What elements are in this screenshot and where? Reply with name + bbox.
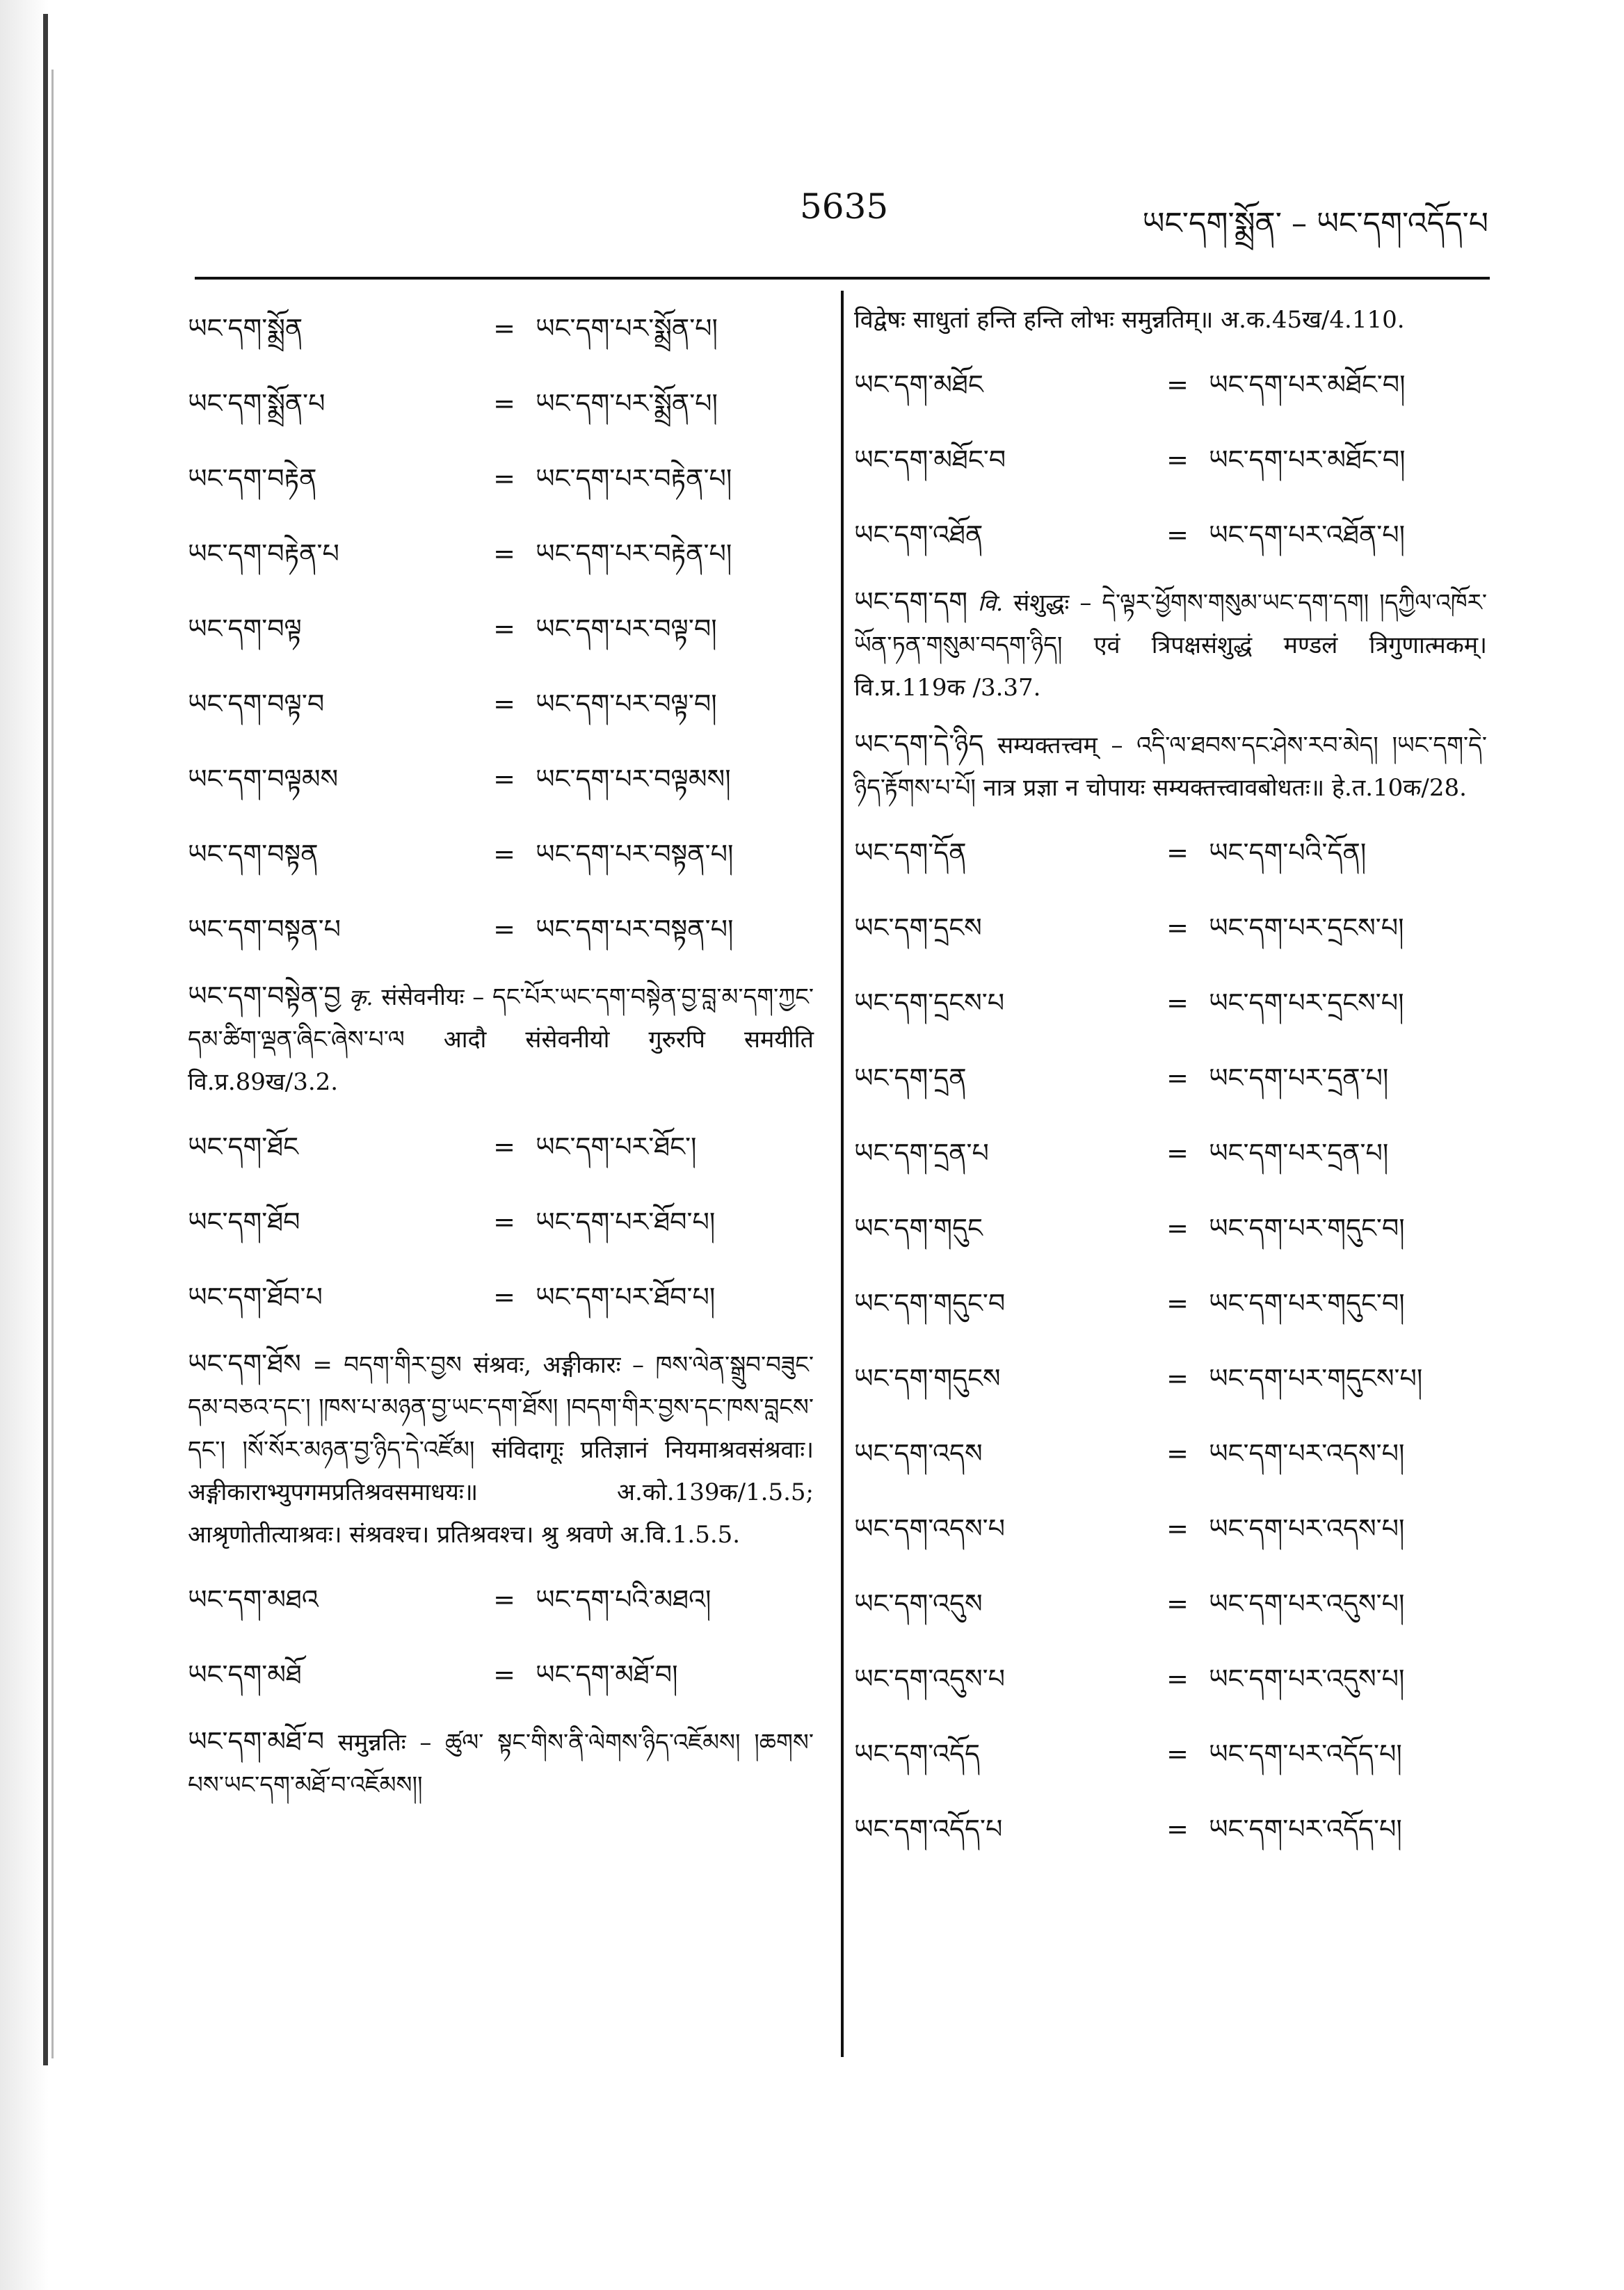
equals-sign: =: [1166, 1438, 1189, 1469]
equals-sign: =: [1166, 1663, 1189, 1694]
entry-headword: ཡང་དག་ཐོང: [188, 1131, 299, 1162]
cross-reference-target: ཡང་དག་པར་ཐོབ་པ།: [536, 1207, 716, 1237]
cross-reference-target: ཡང་དག་པར་འདུས་པ།: [1209, 1663, 1405, 1694]
page-number: 5635: [800, 186, 889, 227]
scan-binding-edge: [43, 14, 48, 2065]
column-divider: [841, 291, 844, 2057]
right-column: [854, 299, 1487, 1875]
cross-reference-target: ཡང་དག་པར་བལྟ་བ།: [536, 688, 717, 719]
equals-sign: =: [1166, 1213, 1189, 1243]
entry-headword: ཡང་དག་བལྟ་བ: [188, 688, 325, 719]
cross-reference-target: ཡང་དག་པར་སྨྲོན་པ།: [536, 388, 718, 419]
equals-sign: =: [493, 688, 515, 719]
entry-headword: ཡང་དག་དག: [854, 586, 967, 617]
cross-reference-target: ཡང་དག་པར་འདས་པ།: [1209, 1438, 1405, 1469]
cross-reference-row: [854, 1274, 1487, 1349]
equals-sign: =: [493, 764, 515, 794]
cross-reference-target: ཡང་དག་པར་འཐོན་པ།: [1209, 519, 1406, 550]
entry-denyid: [854, 723, 1487, 809]
equals-sign: =: [1166, 1063, 1189, 1093]
cross-reference-row: [854, 974, 1487, 1049]
cross-reference-row: [188, 1268, 814, 1343]
cross-reference-row: [188, 825, 814, 900]
cross-reference-row: [854, 1800, 1487, 1875]
equals-sign: =: [493, 313, 515, 344]
cross-reference-row: [854, 898, 1487, 974]
equals-sign: =: [1166, 1288, 1189, 1319]
equals-sign: =: [1166, 444, 1189, 475]
cross-reference-row: [188, 1193, 814, 1268]
entry-bsten-bya: [188, 975, 814, 1104]
cross-reference-target: ཡང་དག་མཐོ་བ།: [536, 1659, 678, 1690]
entry-headword: ཡང་དག་བསྟེན་བྱ: [188, 981, 341, 1011]
entry-headword: ཡང་དག་གདུང་བ: [854, 1288, 1006, 1319]
entry-headword: ཡང་དག་འདས་པ: [854, 1513, 1005, 1544]
entry-headword: ཡང་དག་དྲན: [854, 1063, 967, 1093]
cross-reference-target: ཡང་དག་པར་མཐོང་བ།: [1209, 369, 1406, 400]
cross-reference-row: [854, 1725, 1487, 1800]
running-head: ཡང་དག་སྨྲོན་ – ཡང་དག་འདོད་པ: [1142, 206, 1488, 241]
equals-sign: =: [493, 1131, 515, 1162]
entry-headword: ཡང་དག་བལྟ: [188, 613, 302, 644]
cross-reference-row: [854, 1574, 1487, 1650]
entry-headword: ཡང་དག་བསྟན་པ: [188, 914, 341, 944]
cross-reference-target: ཡང་དག་པར་མཐོང་བ།: [1209, 444, 1406, 475]
entry-definition: समुन्नतिः – ཚུལ་ སྟང་གིས་ནི་ལེགས་ཉིད་འཇོམས། །ཆགས་པས་ཡང་དག་མཐོ་བ་འཇོམས།།: [188, 1729, 814, 1799]
equals-sign: =: [493, 1282, 515, 1312]
equals-sign: =: [1166, 1138, 1189, 1168]
cross-reference-target: ཡང་དག་པར་ཐོབ་པ།: [536, 1282, 716, 1312]
entry-definition: सम्यक्तत्त्वम् – འདི་ལ་ཐབས་དང་ཤེས་རབ་མེད། །ཡང་དག་དེ་ཉིད་རྟོགས་པ་པོ། नात्र प्रज्ञा न चोपायः सम्यक्तत्त्वावबोधतः॥ हे.त.10क/28.: [854, 732, 1487, 802]
cross-reference-target: ཡང་དག་པར་བསྟན་པ།: [536, 914, 734, 944]
entry-headword: ཡང་དག་དྲངས་པ: [854, 987, 1005, 1018]
entry-headword: ཡང་དག་གདུང: [854, 1213, 983, 1243]
cross-reference-row: [854, 355, 1487, 430]
equals-sign: =: [493, 914, 515, 944]
entry-definition: संशुद्धः – དེ་ལྟར་ཕྱོགས་གསུམ་ཡང་དག་དག། །དཀྱིལ་འཁོར་ཡོན་ཏན་གསུམ་བདག་ཉིད། एवं त्रिपक्षसंशुद्धं मण्डलं त्रिगुणात्मकम्। वि.प्र.119क /3.37.: [854, 589, 1487, 702]
entry-mtho-ba: [188, 1720, 814, 1807]
entry-headword: ཡང་དག་ཐོབ: [188, 1207, 300, 1237]
entry-headword: ཡང་དག་འདོད་པ: [854, 1814, 1003, 1844]
entry-headword: ཡང་དག་དྲན་པ: [854, 1138, 989, 1168]
grammar-label: कृ.: [348, 984, 373, 1010]
cross-reference-target: ཡང་དག་པར་བལྟ་བ།: [536, 613, 717, 644]
entry-headword: ཡང་དག་དྲངས: [854, 912, 982, 943]
cross-reference-row: [188, 900, 814, 975]
cross-reference-row: [854, 1049, 1487, 1124]
entry-continuation: विद्वेषः साधुतां हन्ति हन्ति लोभः समुन्नतिम्॥ अ.क.45ख/4.110.: [854, 306, 1405, 334]
cross-reference-target: ཡང་དག་པར་བསྟན་པ།: [536, 839, 734, 869]
entry-headword: ཡང་དག་མཐོང: [854, 369, 983, 400]
entry-headword: ཡང་དག་འདས: [854, 1438, 983, 1469]
cross-reference-target: ཡང་དག་པའི་དོན།: [1209, 837, 1367, 868]
cross-reference-target: ཡང་དག་པར་གདུངས་པ།: [1209, 1363, 1423, 1394]
equals-sign: =: [1166, 1739, 1189, 1769]
cross-reference-target: ཡང་དག་པར་དྲན་པ།: [1209, 1063, 1389, 1093]
cross-reference-row: [854, 1199, 1487, 1274]
cross-reference-row: [188, 299, 814, 374]
entry-headword: ཡང་དག་ཐོབ་པ: [188, 1282, 323, 1312]
equals-sign: =: [1166, 1814, 1189, 1844]
cross-reference-row: [854, 1124, 1487, 1199]
entry-headword: ཡང་དག་དོན: [854, 837, 967, 868]
equals-sign: =: [1166, 1588, 1189, 1619]
equals-sign: =: [493, 613, 515, 644]
entry-headword: ཡང་དག་བརྟེན་པ: [188, 538, 339, 569]
cross-reference-target: ཡང་དག་པར་འདོད་པ།: [1209, 1814, 1402, 1844]
cross-reference-row: [188, 599, 814, 675]
entry-dag: [854, 581, 1487, 709]
cross-reference-row: [188, 374, 814, 449]
entry-definition: संसेवनीयः – དང་པོར་ཡང་དག་བསྟེན་བྱ་བླ་མ་དག་ཀྱང་དམ་ཚིག་ལྡན་ཞིང་ཞེས་པ་ལ आदौ संसेवनीयो गुरुरपि समयीति वि.प्र.89ख/3.2.: [188, 983, 814, 1096]
equals-sign: =: [493, 1207, 515, 1237]
equals-sign: =: [1166, 837, 1189, 868]
cross-reference-target: ཡང་དག་པར་བརྟེན་པ།: [536, 463, 732, 494]
entry-headword: ཡང་དག་མཐོ་བ: [188, 1726, 325, 1757]
entry-headword: ཡང་དག་མཐའ: [188, 1584, 319, 1615]
cross-reference-target: ཡང་དག་པར་གདུང་བ།: [1209, 1213, 1405, 1243]
equals-sign: =: [493, 839, 515, 869]
cross-reference-row: [854, 1499, 1487, 1574]
cross-reference-row: [188, 675, 814, 750]
cross-reference-row: [854, 1424, 1487, 1499]
scan-binding-shadow: [51, 70, 54, 2058]
cross-reference-target: ཡང་དག་པར་སྨྲོན་པ།: [536, 313, 718, 344]
header-rule: [195, 277, 1490, 280]
left-column: [188, 299, 814, 1821]
equals-sign: =: [493, 538, 515, 569]
cross-reference-row: [854, 1349, 1487, 1424]
cross-reference-row: [854, 823, 1487, 898]
entry-headword: ཡང་དག་ཐོས: [188, 1348, 301, 1379]
cross-reference-row: [188, 449, 814, 524]
entry-headword: ཡང་དག་འདུས་པ: [854, 1663, 1005, 1694]
entry-headword: ཡང་དག་འཐོན: [854, 519, 983, 550]
cross-reference-row: [188, 750, 814, 825]
entry-headword: ཡང་དག་འདོད: [854, 1739, 980, 1769]
entry-headword: ཡང་དག་སྨྲོན: [188, 313, 303, 344]
cross-reference-target: ཡང་དག་པར་གདུང་བ།: [1209, 1288, 1405, 1319]
grammar-label: वि.: [977, 590, 1004, 616]
entry-headword: ཡང་དག་བལྟམས: [188, 764, 339, 794]
equals-sign: =: [1166, 519, 1189, 550]
equals-sign: =: [1166, 912, 1189, 943]
cross-reference-target: ཡང་དག་པར་འདུས་པ།: [1209, 1588, 1405, 1619]
equals-sign: =: [493, 388, 515, 419]
cross-reference-target: ཡང་དག་པར་བལྟམས།: [536, 764, 731, 794]
entry-headword: ཡང་དག་བརྟེན: [188, 463, 317, 494]
equals-sign: =: [493, 1659, 515, 1690]
cross-reference-target: ཡང་དག་པར་བརྟེན་པ།: [536, 538, 732, 569]
cross-reference-target: ཡང་དག་པའི་མཐའ།: [536, 1584, 711, 1615]
cross-reference-row: [188, 1118, 814, 1193]
cross-reference-target: ཡང་དག་པར་འདས་པ།: [1209, 1513, 1405, 1544]
equals-sign: =: [1166, 1363, 1189, 1394]
entry-headword: ཡང་དག་མཐོང་བ: [854, 444, 1006, 475]
page-header: [195, 174, 1488, 243]
equals-sign: =: [1166, 369, 1189, 400]
cross-reference-row: [854, 1650, 1487, 1725]
cross-reference-target: ཡང་དག་པར་ཐོང་།: [536, 1131, 697, 1162]
cross-reference-row: [188, 1645, 814, 1720]
equals-sign: =: [493, 1584, 515, 1615]
entry-headword: ཡང་དག་མཐོ: [188, 1659, 302, 1690]
equals-sign: =: [1166, 1513, 1189, 1544]
cross-reference-target: ཡང་དག་པར་འདོད་པ།: [1209, 1739, 1402, 1769]
entry-definition: = བདག་གིར་བྱས संश्रवः, अङ्गीकारः – ཁས་ལེན་སྒྲུབ་བཟུང་དམ་བཅའ་དང་། །ཁས་པ་མཉན་བྱ་ཡང་དག་ཐོས། །བདག་གིར་བྱས་དང་ཁས་བླངས་དང་། །སོ་སོར་མཉན་བྱ་ཉིད་དེ་འཛོམ། संविदागूः प्रतिज्ञानं नियमाश्रवसंश्रवाः। अङ्गीकाराभ्युपगमप्रतिश्रवसमाधयः॥ अ.को.139क/1.5.5; आश्रृणोतीत्याश्रवः। संश्रवश्च। प्रतिश्रवश्च। श्रु श्रवणे अ.वि.1.5.5.: [188, 1351, 814, 1549]
cross-reference-row: [854, 430, 1487, 506]
cross-reference-row: [188, 524, 814, 599]
scan-edge: [0, 0, 49, 2290]
equals-sign: =: [493, 463, 515, 494]
cross-reference-row: [854, 506, 1487, 581]
entry-headword: ཡང་དག་གདུངས: [854, 1363, 1001, 1394]
entry-headword: ཡང་དག་དེ་ཉིད: [854, 729, 984, 759]
entry-headword: ཡང་དག་འདུས: [854, 1588, 983, 1619]
equals-sign: =: [1166, 987, 1189, 1018]
entry-thos: [188, 1343, 814, 1556]
cross-reference-target: ཡང་དག་པར་དྲངས་པ།: [1209, 912, 1404, 943]
cross-reference-target: ཡང་དག་པར་དྲན་པ།: [1209, 1138, 1389, 1168]
entry-headword: ཡང་དག་སྨྲོན་པ: [188, 388, 325, 419]
cross-reference-row: [188, 1570, 814, 1645]
entry-headword: ཡང་དག་བསྟན: [188, 839, 319, 869]
cross-reference-target: ཡང་དག་པར་དྲངས་པ།: [1209, 987, 1404, 1018]
